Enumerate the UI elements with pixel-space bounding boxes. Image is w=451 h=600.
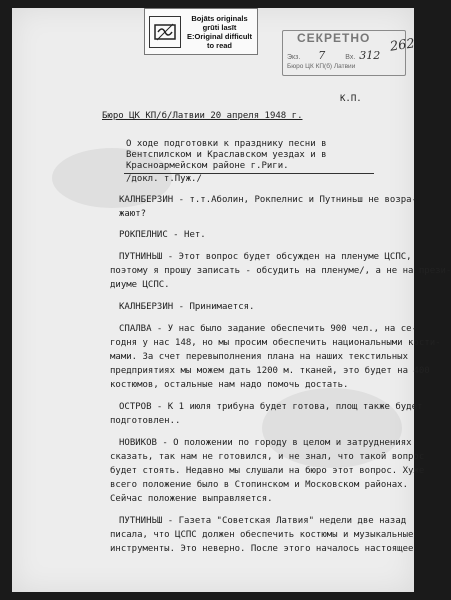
stamp-reg-number: 312 <box>359 49 381 62</box>
stamp-copy-number: 7 <box>318 49 326 62</box>
stamp-reg-label: Вх. <box>345 54 356 61</box>
stamp-title: СЕКРЕТНО <box>297 31 371 45</box>
body-line: Сейчас положение выправляется. <box>110 494 273 504</box>
stamp-office: Бюро ЦК КП(б) Латвии <box>287 63 356 70</box>
body-line: инструменты. Это неверно. После этого началось настоящее <box>110 544 414 554</box>
body-line: писала, что ЦСПС должен обеспечить костюмы и музыкальные <box>110 530 414 540</box>
document-ref: К.П. <box>340 94 362 104</box>
document-page <box>12 8 451 592</box>
body-line: будет стоять. Недавно мы слушали на бюро этот вопрос. Хуже <box>110 466 425 476</box>
body-line: ПУТНИНЬШ - Этот вопрос будет обсужден на пленуме ЦСПС, <box>119 252 412 262</box>
sticker-line: E:Original difficult <box>187 31 252 41</box>
sticker-line: to read <box>206 40 232 50</box>
document-heading: Бюро ЦК КП/б/Латвии 20 апреля 1948 г. <box>102 111 303 121</box>
stamp-numbers <box>287 49 380 62</box>
body-line: НОВИКОВ - О положении по городу в целом и затруднениях <box>119 438 412 448</box>
body-line: РОКПЕЛНИС - Нет. <box>119 230 206 240</box>
body-line: мами. За счет перевыполнения плана на наших текстильных <box>110 352 409 362</box>
subject-line: Красноармейском районе г.Риги. <box>126 161 289 171</box>
body-line: всего положение было в Стопинском и Московском районах. <box>110 480 409 490</box>
page-number: 262 <box>389 36 416 55</box>
damaged-original-sticker <box>144 8 258 55</box>
secret-stamp <box>282 30 406 76</box>
body-line: КАЛНБЕРЗИН - Принимается. <box>119 302 255 312</box>
body-line: ОСТРОВ - К 1 июля трибуна будет готова, площ также будет <box>119 402 423 412</box>
archive-logo-icon <box>149 16 181 48</box>
body-line: жают? <box>119 209 147 219</box>
body-line: КАЛНБЕРЗИН - т.т.Аболин, Рокпелнис и Путниньш не возра- <box>119 195 418 205</box>
body-line: диуме ЦСПС. <box>110 280 170 290</box>
body-line: СПАЛВА - У нас было задание обеспечить 900 чел., на се- <box>119 324 418 334</box>
body-line: поэтому я прошу записать - обсудить на пленуме/, а не на прези- <box>110 266 451 276</box>
sticker-line: Bojāts originals <box>191 13 248 23</box>
report-by: /докл. т.Пуж./ <box>126 174 202 184</box>
subject-line: О ходе подготовки к празднику песни в <box>126 139 327 149</box>
body-line: сказать, так нам не готовился, и не знал, что такой вопрос <box>110 452 425 462</box>
body-line: подготовлен.. <box>110 416 181 426</box>
stamp-copy-label: Экз. <box>287 54 301 61</box>
body-line: предприятиях мы можем дать 1200 м. тканей, это будет на 400 <box>110 366 430 376</box>
body-line: годня у нас 148, но мы просим обеспечить национальными кости- <box>110 338 441 348</box>
sticker-text <box>187 14 252 50</box>
sticker-line: grūti lasīt <box>202 22 237 32</box>
body-line: костюмов, остальные нам надо помочь достать. <box>110 380 349 390</box>
body-line: ПУТНИНЬШ - Газета "Советская Латвия" недели две назад <box>119 516 407 526</box>
subject-line: Вентспилском и Крaславском уездах и в <box>126 150 327 160</box>
